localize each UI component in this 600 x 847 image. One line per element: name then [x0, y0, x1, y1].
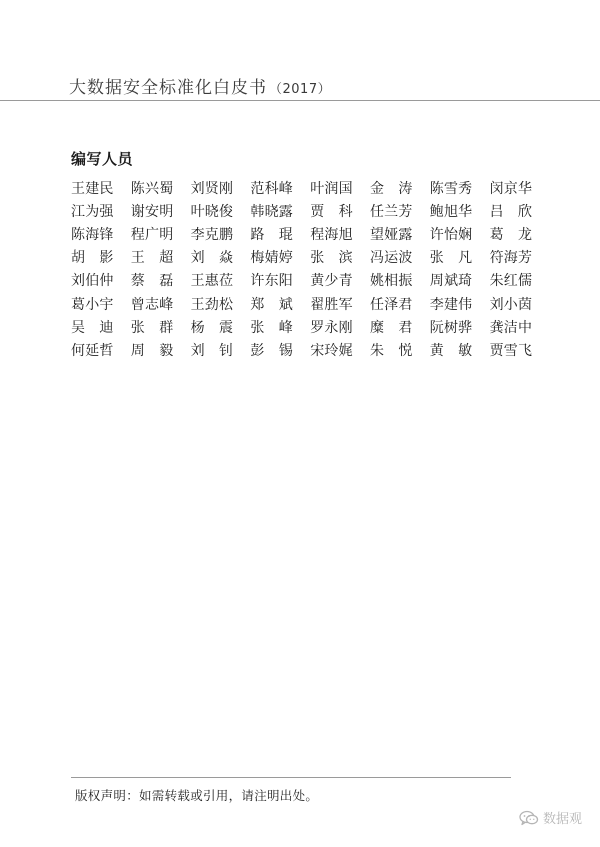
document-year: （2017）: [269, 82, 332, 97]
contributor-name: 任泽君: [369, 296, 413, 313]
contributor-name: 曾志峰: [130, 296, 174, 313]
contributor-name: 胡 影: [71, 250, 114, 267]
contributor-name: 李克鹏: [190, 226, 234, 243]
document-header: [0, 0, 600, 101]
contributor-name: 刘 钊: [190, 342, 234, 359]
contributor-name: 叶晓俊: [190, 203, 234, 220]
contributor-name: 冯运波: [369, 250, 413, 267]
contributors-grid: [71, 176, 541, 362]
contributor-name: 程海旭: [310, 226, 353, 243]
contributors-row: [71, 246, 541, 269]
contributor-name: 符海芳: [489, 250, 533, 267]
contributor-name: 梅婧婷: [250, 250, 293, 267]
contributor-name: 张 群: [130, 319, 174, 336]
contributor-name: 郑 斌: [250, 296, 293, 313]
contributor-name: 贾雪飞: [489, 342, 533, 359]
contributors-row: [71, 176, 541, 199]
contributor-name: 韩晓露: [250, 203, 293, 220]
contributor-name: 李建伟: [429, 296, 473, 313]
contributor-name: 王 超: [130, 250, 174, 267]
section-heading: 编写人员: [71, 150, 134, 168]
contributor-name: 杨 震: [190, 319, 234, 336]
contributor-name: 糜 君: [369, 319, 413, 336]
contributors-row: [71, 338, 541, 361]
contributor-name: 谢安明: [130, 203, 174, 220]
contributor-name: 王建民: [71, 180, 114, 197]
footer-divider: [71, 777, 511, 778]
contributor-name: 范科峰: [250, 180, 293, 197]
contributor-name: 龚洁中: [489, 319, 533, 336]
contributor-name: 王劲松: [190, 296, 234, 313]
watermark-text: 数据观: [542, 812, 582, 827]
contributor-name: 望娅露: [369, 226, 413, 243]
contributor-name: 路 琨: [250, 226, 293, 243]
contributor-name: 吕 欣: [489, 203, 533, 220]
document-title-text: 大数据安全标准化白皮书: [69, 78, 267, 98]
contributor-name: 张 峰: [250, 319, 293, 336]
contributor-name: 朱红儒: [489, 273, 533, 290]
header-divider: [0, 100, 600, 101]
contributor-name: 金 涛: [369, 180, 413, 197]
contributor-name: 鲍旭华: [429, 203, 473, 220]
contributors-row: [71, 199, 541, 222]
contributor-name: 许怡娴: [429, 226, 473, 243]
contributor-name: 陈海锋: [71, 226, 114, 243]
contributor-name: 阮树骅: [429, 319, 473, 336]
contributor-name: 江为强: [71, 203, 114, 220]
contributor-name: 闵京华: [489, 180, 533, 197]
contributor-name: 周斌琦: [429, 273, 473, 290]
contributor-name: 蔡 磊: [130, 273, 174, 290]
contributor-name: 吴 迪: [71, 319, 114, 336]
contributor-name: 张 滨: [310, 250, 353, 267]
contributor-name: 彭 锡: [250, 342, 293, 359]
contributors-row: [71, 222, 541, 245]
contributors-row: [71, 292, 541, 315]
wechat-icon: [519, 810, 539, 826]
contributor-name: 宋玲娓: [310, 342, 353, 359]
contributor-name: 周 毅: [130, 342, 174, 359]
contributor-name: 姚相振: [369, 273, 413, 290]
contributor-name: 程广明: [130, 226, 174, 243]
contributor-name: 许东阳: [250, 273, 293, 290]
contributors-row: [71, 269, 541, 292]
contributor-name: 陈雪秀: [429, 180, 473, 197]
document-title: [69, 73, 331, 98]
contributor-name: 王惠莅: [190, 273, 234, 290]
contributor-name: 刘贤刚: [190, 180, 234, 197]
contributor-name: 刘 焱: [190, 250, 234, 267]
contributor-name: 任兰芳: [369, 203, 413, 220]
watermark: [519, 808, 582, 827]
contributor-name: 何延哲: [71, 342, 114, 359]
contributor-name: 刘伯仲: [71, 273, 114, 290]
contributor-name: 陈兴蜀: [130, 180, 174, 197]
contributor-name: 张 凡: [429, 250, 473, 267]
contributor-name: 葛小宇: [71, 296, 114, 313]
contributor-name: 朱 悦: [369, 342, 413, 359]
contributor-name: 黄 敏: [429, 342, 473, 359]
contributor-name: 叶润国: [310, 180, 353, 197]
contributor-name: 刘小茵: [489, 296, 533, 313]
contributor-name: 罗永刚: [310, 319, 353, 336]
contributor-name: 贾 科: [310, 203, 353, 220]
contributor-name: 葛 龙: [489, 226, 533, 243]
contributors-row: [71, 315, 541, 338]
contributor-name: 黄少青: [310, 273, 353, 290]
contributor-name: 翟胜军: [310, 296, 353, 313]
copyright-notice: 版权声明：如需转载或引用，请注明出处。: [75, 788, 319, 803]
